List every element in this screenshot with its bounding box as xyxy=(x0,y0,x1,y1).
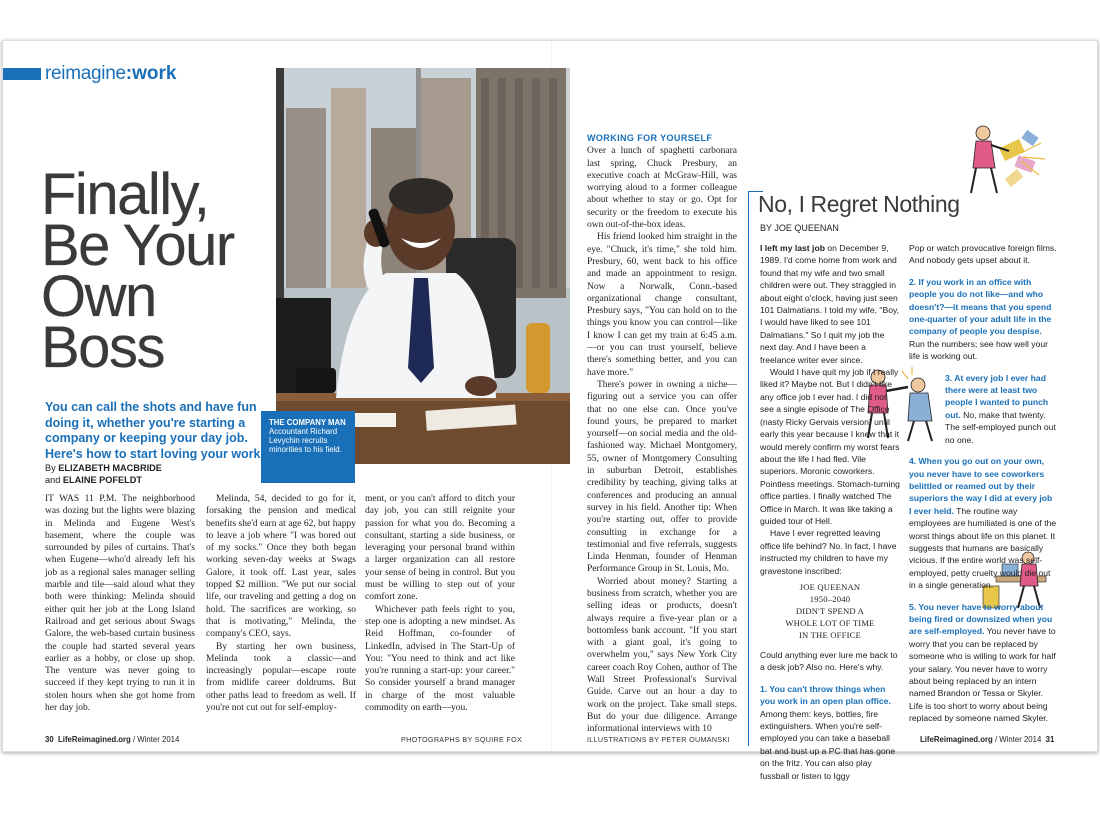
sidebar-item-5 xyxy=(909,601,1057,725)
epitaph-line: JOE QUEENAN xyxy=(799,581,861,592)
sidebar-lead: I left my last job xyxy=(760,243,825,253)
item-text: Among them: keys, bottles, fire extinguishers. When you're self-employed you can take a baseball bat and bust up a PC that has gone on the fritz. You can also play fussball or listen to Iggy xyxy=(760,708,896,781)
item-text: No, make that twenty. The self-employed punch out no one. xyxy=(945,409,1056,445)
photo-caption xyxy=(261,411,355,483)
paragraph: His friend looked him straight in the eye. "Chuck, it's time," she told him. Presbury, 60, went back to his office and made an appointment to resign. Now a Norwalk, Conn.-based organizational change consultant, Presbury says, "You can hold on to the things you know you can control—like I know I can get my train at 6:45 a.m.—or you can trust yourself, believe there's something better, and you can have more." xyxy=(587,232,737,378)
section-kicker xyxy=(3,65,176,83)
folio-right xyxy=(920,735,1054,744)
sidebar-column-2 xyxy=(909,242,1057,725)
folio-site-right: LifeReimagined.org xyxy=(920,735,993,744)
paragraph: Whichever path feels right to you, step one is adopting a new mindset. As Reid Hoffman, co-founder of LinkedIn, advised in The Start-Up of You: "You need to think and act like you're running a start-up: your career." So consider yourself a brand manager in charge of the most valuable commodity on earth—you. xyxy=(365,604,515,714)
body-column-4 xyxy=(587,132,737,736)
sidebar-paragraph: Could anything ever lure me back to a desk job? Also no. Here's why. xyxy=(760,649,898,673)
epitaph-line: 1950–2040 xyxy=(809,593,851,604)
page-number-right: 31 xyxy=(1045,735,1055,744)
kicker-sep: : xyxy=(125,63,133,84)
epitaph-line: IN THE OFFICE xyxy=(798,629,862,640)
illustration-credit: ILLUSTRATIONS BY PETER OUMANSKI xyxy=(587,735,730,744)
byline-by: By xyxy=(45,463,59,473)
byline-and: and xyxy=(45,475,63,485)
sidebar-paragraph: Would I have quit my job if I really liked it? Maybe not. But I didn't like any office job I ever had. I did not see a single episode of The Office (nasty Ricky Gervais version) until early this year because I knew that it would merely confirm my worst fears about the life I had fled. Vile superiors. Moronic coworkers. Pointless meetings. Stomach-turning office parties. I finally watched The Office in March. It was like taking a guided tour of Hell. xyxy=(760,367,900,526)
headline-line: Own xyxy=(41,264,156,329)
headline-line: Be Your xyxy=(41,213,234,278)
body-column-3 xyxy=(365,493,515,714)
magazine-spread xyxy=(2,40,1098,781)
headline-line: Finally, xyxy=(41,162,209,227)
folio-issue-left: / Winter 2014 xyxy=(130,735,180,744)
item-text: Run the numbers; see how well your life is working out. xyxy=(909,338,1049,362)
epitaph xyxy=(760,581,900,641)
photo-credit: PHOTOGRAPHS BY SQUIRE FOX xyxy=(401,735,523,744)
byline-author1: ELIZABETH MACBRIDE xyxy=(58,463,162,473)
kicker-bar xyxy=(3,68,41,80)
caption-text: Accountant Richard Levychin recruits minorities to his field. xyxy=(269,427,342,454)
illustration-flying-papers xyxy=(961,113,1056,208)
page-number-left: 30 xyxy=(45,735,54,744)
paragraph: Worried about money? Starting a business from scratch, whether you are selling ideas or products, doesn't always require a five-year plan or a bottomless bank account. "If you start with a giant goal, it's going to overwhelm you," says New York City career coach Roy Cohen, author of The Wall Street Professional's Survival Guide. Carve out an hour a day to work on the project. Take small steps. But do your due diligence. Arrange informational interviews with 10 xyxy=(587,576,737,735)
kicker-part1: reimagine xyxy=(45,63,126,84)
main-photo xyxy=(276,68,570,464)
sidebar-title: No, I Regret Nothing xyxy=(758,191,960,217)
paragraph: There's power in owning a niche—figuring out a service you can offer that no one else can. Once you've found yours, be prepared to market yourself—on social media and the old-fashioned way. Michael Montgomery, 55, owner of Montgomery Consulting in suburban Detroit, establishes credibility by teaching, giving talks at conferences and producing an annual survey in his field. Another tip: When you're starting out, offer to provide consulting in exchange for a testimonial and five referrals, suggests Linda Henman, founder of Henman Performance Group in St. Louis, Mo. xyxy=(587,379,737,575)
sidebar-item-2 xyxy=(909,276,1057,363)
item-head: 4. When you go out on your own, you never have to see coworkers belittled or reamed out by their superiors the way I did at every job I ever held. xyxy=(909,456,1053,516)
dek: You can call the shots and have fun doing it, whether you're starting a company or keeping your day job. Here's how to start loving your work xyxy=(45,400,261,461)
photo-illustration xyxy=(276,68,570,464)
sidebar-paragraph: Pop or watch provocative foreign films. And nobody gets upset about it. xyxy=(909,243,1057,266)
kicker-part2: work xyxy=(132,63,177,84)
headline-line: Boss xyxy=(41,315,164,380)
folio-left xyxy=(45,735,179,744)
item-text: The routine way employees are humiliated is one of the worst things about life on this planet. It suggests that humans are basically vicious. If the entire world was self-employed, petty cruelty would die out in a single generation. xyxy=(909,505,1057,591)
sidebar-item-1 xyxy=(760,683,900,782)
item-head: 2. If you work in an office with people you do not like—and who doesn't?—it means that you spend one-quarter of your adult life in the company of people you despise. xyxy=(909,276,1052,337)
sidebar-text: on December 9, 1989. I'd come home from work and found that my wife and two small children were out. They straggled in about eight o'clock, having just seen 101 Dalmatians. I told my wife, "Boy, I would have liked to see 101 Dalmatians." So I quit my job the next day. And I have been a freelance writer ever since. xyxy=(760,243,900,365)
item-text: You never have to worry that you can be replaced by someone who is willing to work for half your salary. You never have to worry about being replaced by an intern named Brandon or Tessa or Skyler. Life is too short to worry about being replaced by someone named Skyler. xyxy=(909,626,1056,724)
caption-title: THE COMPANY MAN xyxy=(269,418,346,427)
section-heading: WORKING FOR YOURSELF xyxy=(587,133,713,143)
epitaph-line: WHOLE LOT OF TIME xyxy=(785,617,875,628)
folio-issue-right: / Winter 2014 xyxy=(992,735,1042,744)
sidebar-rule xyxy=(748,191,749,746)
sidebar-item-4 xyxy=(909,455,1057,591)
item-head: 5. You never have to worry about being fired or downsized when you are self-employed. xyxy=(909,601,1053,637)
item-head: 3. At every job I ever had there were at least two people I wanted to punch out. xyxy=(945,372,1049,420)
body-column-1 xyxy=(45,493,195,714)
sidebar-byline: BY JOE QUEENAN xyxy=(760,223,839,233)
paragraph: IT WAS 11 P.M. The neighborhood was dozing but the lights were blazing in Melinda and Eugene West's basement, where the couple was surrounded by piles of curtains. That's when Eugene—who'd already left his job as a regional sales manager selling marble and tile—said aloud what they both were thinking: Melinda should either quit her job at the Long Island Railroad and get serious about Swags Galore, the web-based curtain business the couple had started several years earlier as a hobby, or close up shop. The venture was never going to succeed if they kept trying to run it in stolen hours when she got home from her day job. xyxy=(45,494,195,714)
paragraph: By starting her own business, Melinda took a classic—and increasingly popular—escape route from midlife career doldrums. But other paths lead to freedom as well. If you're not cut out for self-employ- xyxy=(206,641,356,714)
body-column-2 xyxy=(206,493,356,714)
folio-site-left: LifeReimagined.org xyxy=(58,735,131,744)
paragraph: ment, or you can't afford to ditch your day job, you can still reignite your passion for what you do. Becoming a consultant, starting a side business, or leveraging your personal brand within a larger organization can all restore your sense of being in control. But you must be willing to step out of your comfort zone. xyxy=(365,494,515,603)
sidebar-column-1 xyxy=(760,242,900,782)
paragraph: Melinda, 54, decided to go for it, forsaking the pension and medical benefits she'd earn at age 62, but happy to leave a job where "I was bored out of my socks." Once they both began working seven-day weeks at Swags Galore, it took off. Last year, sales topped $2 million. "We put our social life, our traveling and getting a dog on hold. The sacrifices are working, so that is motivating," Melinda, the company's CEO, says. xyxy=(206,494,356,640)
sidebar-item-3 xyxy=(945,372,1057,446)
sidebar-paragraph xyxy=(760,242,900,366)
byline xyxy=(45,462,275,486)
item-head: 1. You can't throw things when you work in an open plan office. xyxy=(760,683,891,707)
paragraph: Over a lunch of spaghetti carbonara last spring, Chuck Presbury, an executive coach at McGraw-Hill, was worrying aloud to a former colleague about whether to stay or go. Opt for security or the freedom to execute his own out-of-the-box ideas. xyxy=(587,146,737,231)
epitaph-line: DIDN'T SPEND A xyxy=(795,605,865,616)
sidebar-paragraph: Have I ever regretted leaving office life behind? No. In fact, I have instructed my children to have my gravestone inscribed: xyxy=(760,528,897,576)
byline-author2: ELAINE POFELDT xyxy=(62,475,143,485)
headline xyxy=(41,162,281,380)
